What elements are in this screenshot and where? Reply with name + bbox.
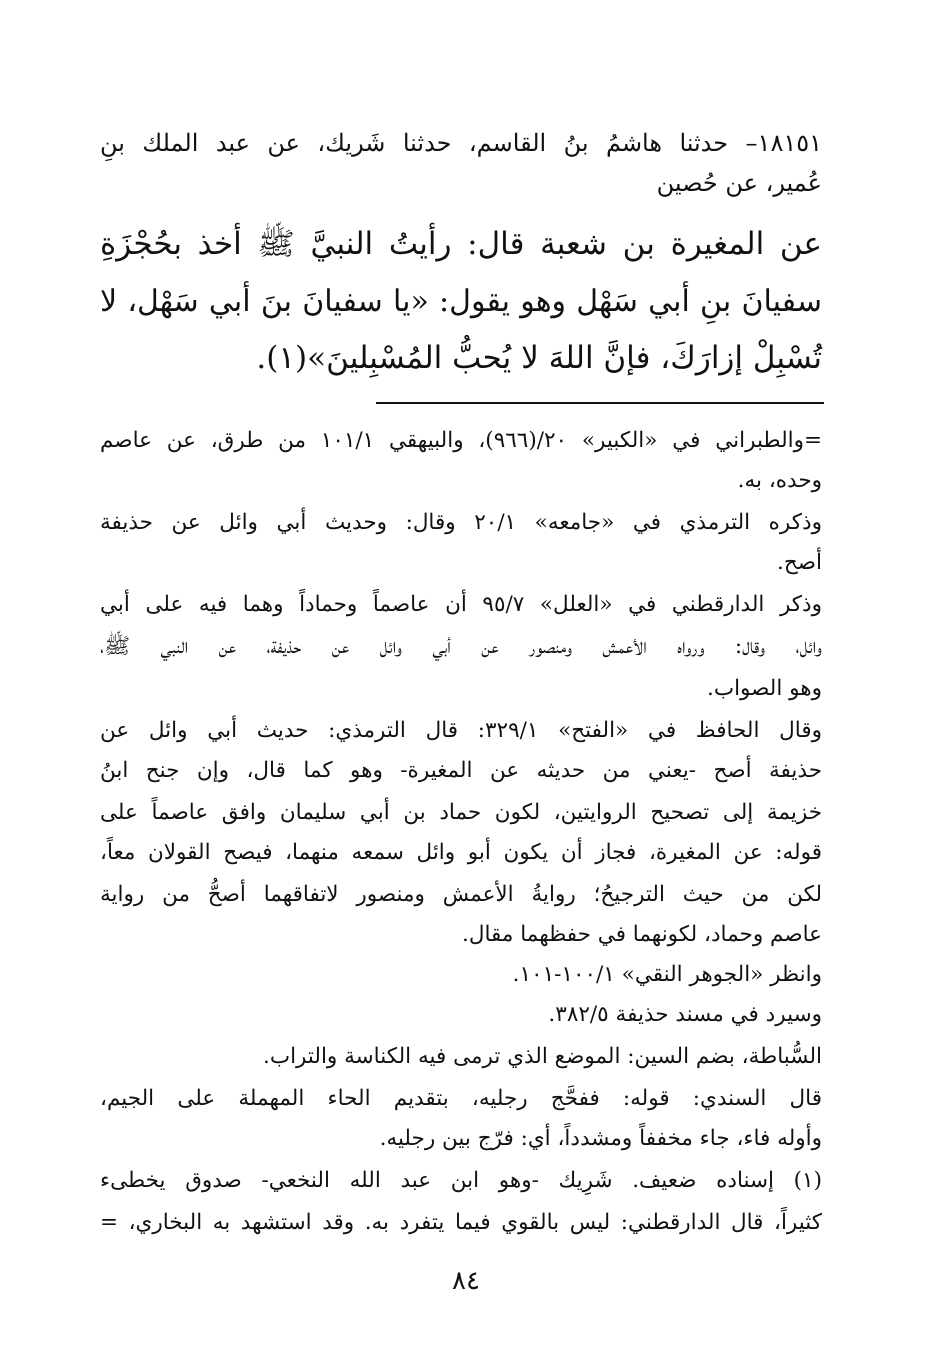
footnote-line: وانظر «الجوهر النقي» ١٠٠/١-١٠١. (512, 962, 822, 987)
footnote-line: حذيفة أصح -يعني من حديثه عن المغيرة- وهو كما قال، وإن جنح ابنُ (100, 758, 822, 783)
isnad-line-2: عُمير، عن حُصين (656, 169, 822, 197)
footnote-separator (376, 402, 824, 404)
footnote-line: وذكره الترمذي في «جامعه» ٢٠/١ وقال: وحديث أبي وائل عن حذيفة (100, 510, 822, 535)
matn-line-1: عن المغيرة بن شعبة قال: رأيتُ النبيَّ ﷺ أخذ بحُجْزَةِ (100, 226, 822, 262)
footnote-line: السُّباطة، بضم السين: الموضع الذي ترمى فيه الكناسة والتراب. (263, 1044, 822, 1069)
isnad-line-1: ١٨١٥١– حدثنا هاشمُ بنُ القاسم، حدثنا شَريك، عن عبد الملك بنِ (100, 129, 822, 157)
footnote-line: وقال الحافظ في «الفتح» ٣٢٩/١: قال الترمذي: حديث أبي وائل عن (100, 718, 822, 743)
footnote-line: وائل، وقال: ورواه الأعمش ومنصور عن أبي وائل عن حذيفة، عن النبي ﷺ، (100, 634, 822, 659)
footnote-line: وهو الصواب. (707, 676, 822, 701)
page-number: ٨٤ (452, 1266, 480, 1296)
footnote-line: عاصم وحماد، لكونهما في حفظهما مقال. (462, 922, 822, 947)
footnote-line: لكن من حيث الترجيحُ؛ روايةُ الأعمش ومنصور لاتفاقهما أصحُّ من رواية (100, 882, 822, 907)
footnote-line: أصح. (777, 550, 822, 575)
footnote-line: قال السندي: قوله: ففحَّج رجليه، بتقديم الحاء المهملة على الجيم، (100, 1086, 822, 1111)
footnote-line: (١) إسناده ضعيف. شَرِيك -وهو ابن عبد الله النخعي- صدوق يخطىء (100, 1168, 822, 1193)
footnote-line: =والطبراني في «الكبير» ٢٠/(٩٦٦)، والبيهقي ١٠١/١ من طرق، عن عاصم (100, 428, 822, 453)
footnote-line: وسيرد في مسند حذيفة ٣٨٢/٥. (548, 1002, 822, 1027)
matn-line-2: سفيانَ بنِ أبي سَهْل وهو يقول: «يا سفيانَ بنَ أبي سَهْل، لا (100, 284, 822, 319)
matn-line-3: تُسْبِلْ إزارَكَ، فإنَّ اللهَ لا يُحبُّ المُسْبِلينَ»(١). (256, 340, 822, 376)
footnote-line: خزيمة إلى تصحيح الروايتين، لكون حماد بن أبي سليمان وافق عاصماً على (100, 800, 822, 825)
footnote-line: قوله: عن المغيرة، فجاز أن يكون أبو وائل سمعه منهما، فيصح القولان معاً، (100, 840, 822, 865)
footnote-line: وحده، به. (737, 468, 822, 493)
footnote-line: وأوله فاء، جاء مخففاً ومشدداً، أي: فرّج بين رجليه. (379, 1126, 822, 1151)
footnote-line: كثيراً، قال الدارقطني: ليس بالقوي فيما يتفرد به. وقد استشهد به البخاري، = (100, 1210, 822, 1235)
footnote-line: وذكر الدارقطني في «العلل» ٩٥/٧ أن عاصماً وحماداً وهما فيه على أبي (100, 592, 823, 617)
